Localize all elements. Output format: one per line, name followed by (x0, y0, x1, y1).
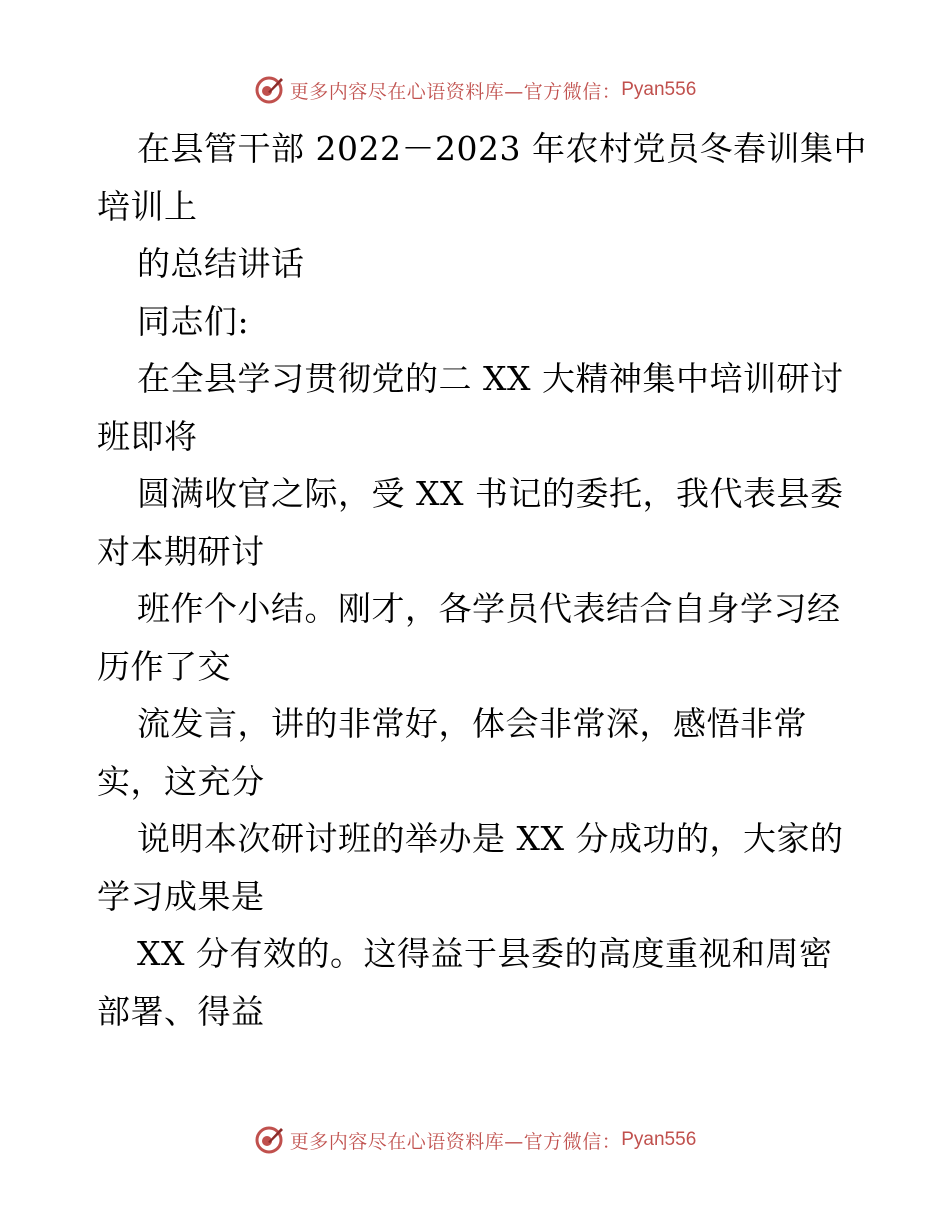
document-body (97, 120, 867, 1040)
text-line: 同志们: (137, 301, 250, 341)
text-line: 班作个小结。刚才，各学员代表结合自身学习经 (137, 589, 841, 628)
text-line: 培训上 (97, 186, 198, 226)
text-line: 的总结讲话 (137, 244, 305, 283)
watermark-text: 更多内容尽在心语资料库—官方微信： (289, 1130, 622, 1153)
text-line: 学习成果是 (97, 876, 265, 916)
watermark-wechat-id: Pyan556 (621, 79, 697, 100)
footer-watermark (0, 1120, 950, 1160)
text-line: 在全县学习贯彻党的二 XX 大精神集中培训研讨 (137, 359, 844, 398)
text-line: 说明本次研讨班的举办是 XX 分成功的，大家的 (137, 819, 844, 858)
quill-logo-icon (254, 1125, 284, 1155)
text-line: 对本期研讨 (97, 531, 265, 571)
text-line: 历作了交 (97, 646, 231, 686)
watermark-wechat-id: Pyan556 (621, 1129, 697, 1150)
text-line: 流发言，讲的非常好，体会非常深，感悟非常 (137, 704, 807, 743)
text-line: 在县管干部 2022－2023 年农村党员冬春训集中 (137, 129, 867, 168)
text-line: 圆满收官之际，受 XX 书记的委托，我代表县委 (137, 474, 844, 513)
text-line: 实，这充分 (97, 761, 265, 801)
quill-logo-icon (254, 75, 284, 105)
text-line: 部署、得益 (97, 991, 265, 1031)
header-watermark (0, 70, 950, 110)
watermark-text: 更多内容尽在心语资料库—官方微信： (289, 80, 622, 103)
text-line: XX 分有效的。这得益于县委的高度重视和周密 (137, 934, 833, 973)
text-line: 班即将 (97, 416, 198, 456)
